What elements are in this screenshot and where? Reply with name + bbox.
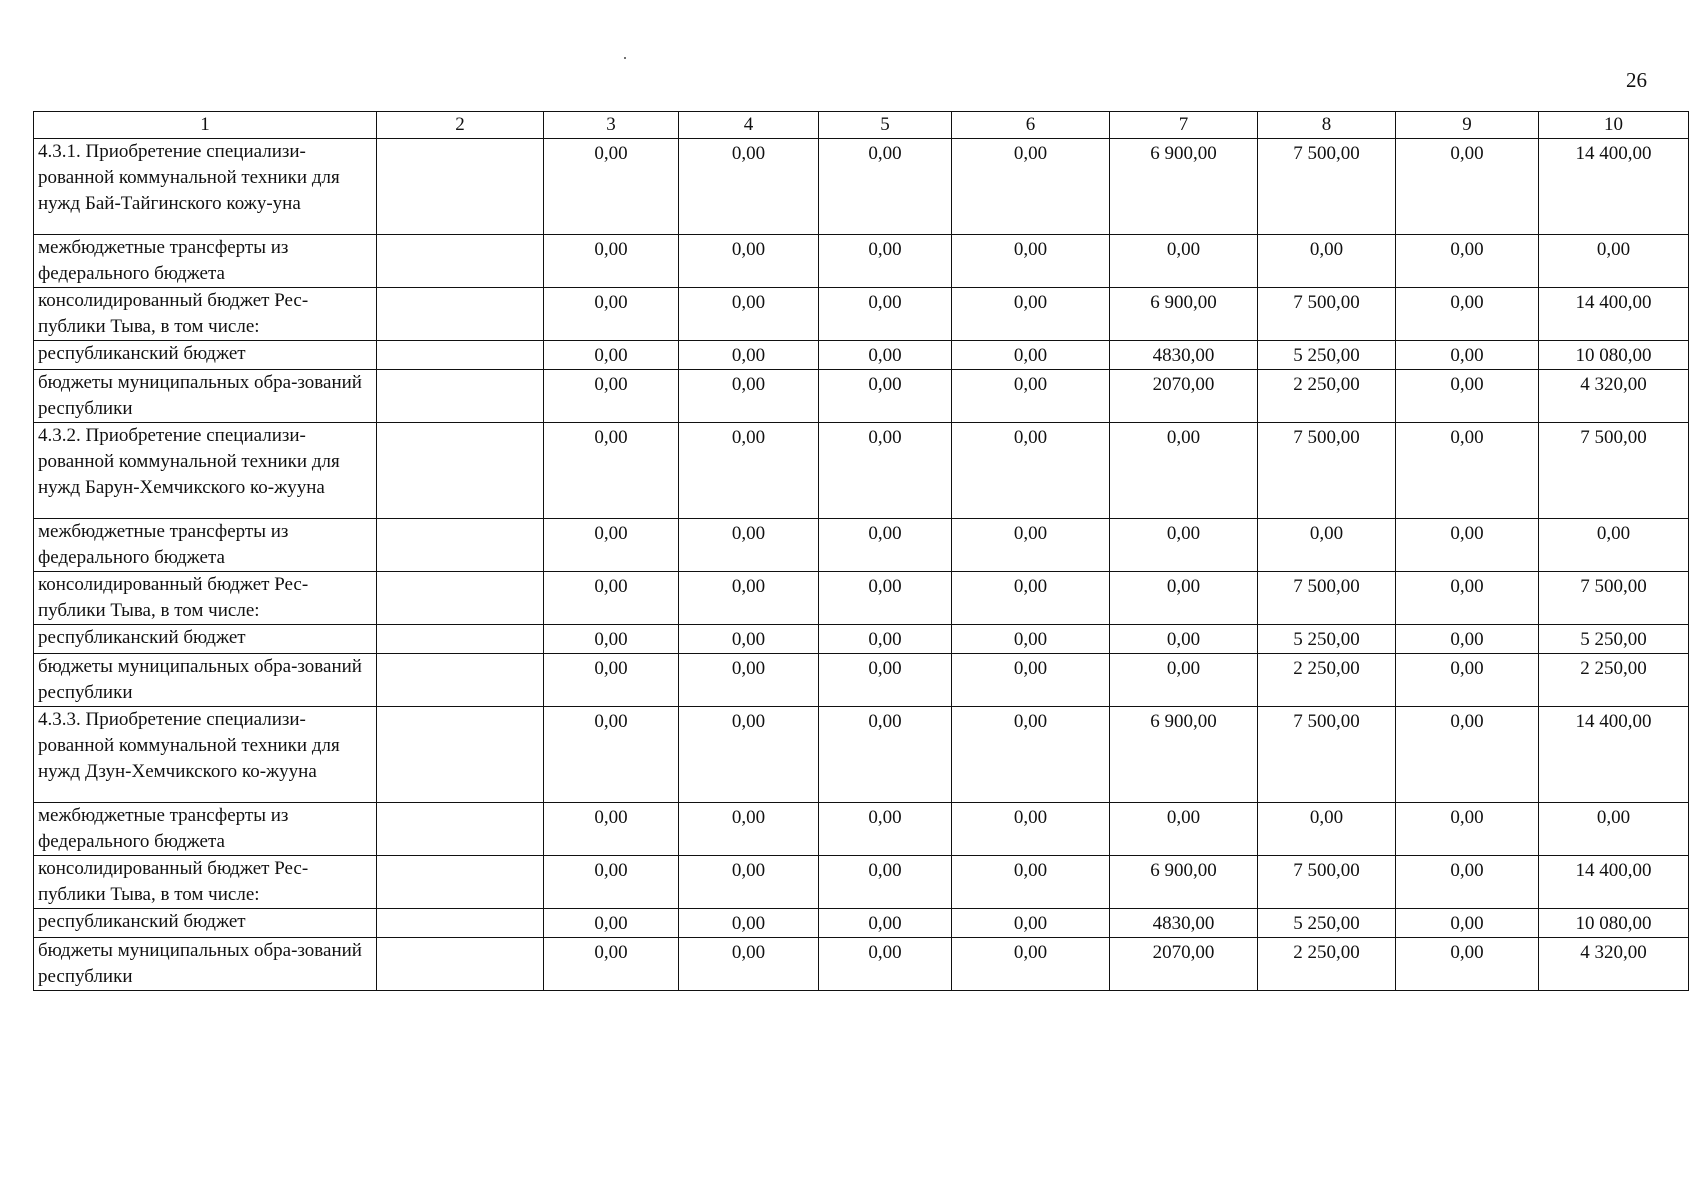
value-cell: 0,00 xyxy=(544,235,679,288)
table-row xyxy=(34,341,1689,370)
column-header: 10 xyxy=(1539,112,1689,139)
column-2-cell xyxy=(377,625,544,654)
column-header: 1 xyxy=(34,112,377,139)
column-2-cell xyxy=(377,909,544,938)
value-cell: 6 900,00 xyxy=(1110,139,1258,235)
scan-speck xyxy=(624,57,626,59)
value-cell: 5 250,00 xyxy=(1258,909,1396,938)
value-cell: 14 400,00 xyxy=(1539,856,1689,909)
value-cell: 0,00 xyxy=(679,235,819,288)
value-cell: 2070,00 xyxy=(1110,938,1258,991)
value-cell: 6 900,00 xyxy=(1110,288,1258,341)
row-label: межбюджетные трансферты из федерального бюджета xyxy=(34,235,377,288)
table-row xyxy=(34,856,1689,909)
column-2-cell xyxy=(377,139,544,235)
value-cell: 0,00 xyxy=(819,707,952,803)
value-cell: 0,00 xyxy=(1110,235,1258,288)
value-cell: 10 080,00 xyxy=(1539,341,1689,370)
column-header: 8 xyxy=(1258,112,1396,139)
value-cell: 0,00 xyxy=(1110,625,1258,654)
column-2-cell xyxy=(377,572,544,625)
value-cell: 0,00 xyxy=(952,654,1110,707)
column-2-cell xyxy=(377,803,544,856)
table-row xyxy=(34,938,1689,991)
value-cell: 0,00 xyxy=(952,856,1110,909)
value-cell: 0,00 xyxy=(1396,803,1539,856)
table-row xyxy=(34,572,1689,625)
value-cell: 0,00 xyxy=(679,139,819,235)
value-cell: 0,00 xyxy=(1396,423,1539,519)
value-cell: 0,00 xyxy=(1396,519,1539,572)
value-cell: 0,00 xyxy=(819,856,952,909)
value-cell: 0,00 xyxy=(819,803,952,856)
column-2-cell xyxy=(377,519,544,572)
value-cell: 0,00 xyxy=(1396,707,1539,803)
value-cell: 0,00 xyxy=(679,572,819,625)
column-2-cell xyxy=(377,423,544,519)
row-label: 4.3.3. Приобретение специализи-рованной коммунальной техники для нужд Дзун-Хемчикского ко-жууна xyxy=(34,707,377,803)
value-cell: 7 500,00 xyxy=(1258,423,1396,519)
row-label: республиканский бюджет xyxy=(34,625,377,654)
column-header: 9 xyxy=(1396,112,1539,139)
value-cell: 7 500,00 xyxy=(1539,572,1689,625)
value-cell: 0,00 xyxy=(679,370,819,423)
value-cell: 0,00 xyxy=(952,707,1110,803)
value-cell: 4 320,00 xyxy=(1539,370,1689,423)
value-cell: 4 320,00 xyxy=(1539,938,1689,991)
row-label: республиканский бюджет xyxy=(34,341,377,370)
value-cell: 0,00 xyxy=(952,625,1110,654)
value-cell: 7 500,00 xyxy=(1258,572,1396,625)
value-cell: 0,00 xyxy=(679,803,819,856)
row-label: консолидированный бюджет Рес-публики Тыва, в том числе: xyxy=(34,856,377,909)
value-cell: 0,00 xyxy=(819,519,952,572)
value-cell: 0,00 xyxy=(544,909,679,938)
value-cell: 0,00 xyxy=(819,654,952,707)
value-cell: 0,00 xyxy=(1258,519,1396,572)
table-row xyxy=(34,909,1689,938)
value-cell: 0,00 xyxy=(819,235,952,288)
value-cell: 0,00 xyxy=(1396,341,1539,370)
value-cell: 0,00 xyxy=(679,909,819,938)
value-cell: 0,00 xyxy=(1110,519,1258,572)
value-cell: 0,00 xyxy=(1396,938,1539,991)
column-2-cell xyxy=(377,341,544,370)
value-cell: 0,00 xyxy=(544,370,679,423)
value-cell: 2 250,00 xyxy=(1539,654,1689,707)
row-label: бюджеты муниципальных обра-зований республики xyxy=(34,370,377,423)
value-cell: 0,00 xyxy=(952,572,1110,625)
value-cell: 2 250,00 xyxy=(1258,654,1396,707)
value-cell: 0,00 xyxy=(679,707,819,803)
value-cell: 0,00 xyxy=(952,341,1110,370)
table-row xyxy=(34,423,1689,519)
value-cell: 0,00 xyxy=(544,654,679,707)
value-cell: 0,00 xyxy=(544,341,679,370)
value-cell: 0,00 xyxy=(952,938,1110,991)
value-cell: 0,00 xyxy=(819,625,952,654)
column-2-cell xyxy=(377,938,544,991)
table-row xyxy=(34,803,1689,856)
column-header: 4 xyxy=(679,112,819,139)
value-cell: 0,00 xyxy=(952,519,1110,572)
column-header: 6 xyxy=(952,112,1110,139)
value-cell: 0,00 xyxy=(1396,909,1539,938)
page-number: 26 xyxy=(1626,68,1647,92)
row-label: консолидированный бюджет Рес-публики Тыва, в том числе: xyxy=(34,288,377,341)
column-header: 5 xyxy=(819,112,952,139)
value-cell: 0,00 xyxy=(952,423,1110,519)
value-cell: 0,00 xyxy=(1539,519,1689,572)
value-cell: 0,00 xyxy=(819,938,952,991)
value-cell: 5 250,00 xyxy=(1258,625,1396,654)
column-2-cell xyxy=(377,707,544,803)
value-cell: 0,00 xyxy=(544,519,679,572)
value-cell: 0,00 xyxy=(819,139,952,235)
value-cell: 5 250,00 xyxy=(1258,341,1396,370)
value-cell: 0,00 xyxy=(1258,235,1396,288)
table-row xyxy=(34,139,1689,235)
value-cell: 0,00 xyxy=(952,235,1110,288)
value-cell: 0,00 xyxy=(819,909,952,938)
value-cell: 14 400,00 xyxy=(1539,288,1689,341)
value-cell: 0,00 xyxy=(679,519,819,572)
value-cell: 0,00 xyxy=(544,288,679,341)
column-2-cell xyxy=(377,856,544,909)
value-cell: 0,00 xyxy=(1396,625,1539,654)
value-cell: 0,00 xyxy=(1396,370,1539,423)
value-cell: 0,00 xyxy=(819,423,952,519)
value-cell: 0,00 xyxy=(952,288,1110,341)
value-cell: 0,00 xyxy=(679,625,819,654)
value-cell: 2070,00 xyxy=(1110,370,1258,423)
value-cell: 0,00 xyxy=(1396,572,1539,625)
value-cell: 0,00 xyxy=(544,423,679,519)
row-label: межбюджетные трансферты из федерального бюджета xyxy=(34,803,377,856)
value-cell: 14 400,00 xyxy=(1539,707,1689,803)
value-cell: 0,00 xyxy=(679,856,819,909)
value-cell: 0,00 xyxy=(1396,288,1539,341)
row-label: межбюджетные трансферты из федерального бюджета xyxy=(34,519,377,572)
value-cell: 0,00 xyxy=(544,139,679,235)
value-cell: 5 250,00 xyxy=(1539,625,1689,654)
value-cell: 0,00 xyxy=(1396,654,1539,707)
value-cell: 4830,00 xyxy=(1110,341,1258,370)
budget-table xyxy=(33,111,1689,991)
value-cell: 0,00 xyxy=(1539,803,1689,856)
value-cell: 0,00 xyxy=(544,572,679,625)
value-cell: 0,00 xyxy=(1258,803,1396,856)
value-cell: 0,00 xyxy=(544,856,679,909)
column-2-cell xyxy=(377,288,544,341)
value-cell: 2 250,00 xyxy=(1258,938,1396,991)
column-2-cell xyxy=(377,654,544,707)
value-cell: 0,00 xyxy=(1110,423,1258,519)
value-cell: 0,00 xyxy=(1396,235,1539,288)
table-body xyxy=(34,139,1689,991)
value-cell: 0,00 xyxy=(679,423,819,519)
value-cell: 0,00 xyxy=(1110,572,1258,625)
column-2-cell xyxy=(377,235,544,288)
row-label: республиканский бюджет xyxy=(34,909,377,938)
value-cell: 0,00 xyxy=(1110,803,1258,856)
value-cell: 0,00 xyxy=(819,572,952,625)
value-cell: 0,00 xyxy=(679,654,819,707)
table-row xyxy=(34,235,1689,288)
row-label: бюджеты муниципальных обра-зований республики xyxy=(34,654,377,707)
table-row xyxy=(34,370,1689,423)
value-cell: 0,00 xyxy=(819,341,952,370)
value-cell: 0,00 xyxy=(679,288,819,341)
value-cell: 0,00 xyxy=(952,803,1110,856)
value-cell: 0,00 xyxy=(544,625,679,654)
column-2-cell xyxy=(377,370,544,423)
value-cell: 0,00 xyxy=(679,938,819,991)
value-cell: 0,00 xyxy=(544,938,679,991)
value-cell: 0,00 xyxy=(819,370,952,423)
value-cell: 7 500,00 xyxy=(1258,288,1396,341)
value-cell: 2 250,00 xyxy=(1258,370,1396,423)
table-row xyxy=(34,288,1689,341)
value-cell: 4830,00 xyxy=(1110,909,1258,938)
value-cell: 7 500,00 xyxy=(1258,707,1396,803)
row-label: бюджеты муниципальных обра-зований республики xyxy=(34,938,377,991)
value-cell: 14 400,00 xyxy=(1539,139,1689,235)
value-cell: 0,00 xyxy=(819,288,952,341)
value-cell: 0,00 xyxy=(1539,235,1689,288)
value-cell: 6 900,00 xyxy=(1110,707,1258,803)
value-cell: 0,00 xyxy=(544,707,679,803)
value-cell: 0,00 xyxy=(952,370,1110,423)
value-cell: 0,00 xyxy=(1110,654,1258,707)
table-row xyxy=(34,519,1689,572)
value-cell: 7 500,00 xyxy=(1258,139,1396,235)
table-header xyxy=(34,112,1689,139)
table-row xyxy=(34,625,1689,654)
table-row xyxy=(34,707,1689,803)
value-cell: 10 080,00 xyxy=(1539,909,1689,938)
row-label: 4.3.2. Приобретение специализи-рованной коммунальной техники для нужд Барун-Хемчикского ко-жууна xyxy=(34,423,377,519)
row-label: 4.3.1. Приобретение специализи-рованной коммунальной техники для нужд Бай-Тайгинского кожу-уна xyxy=(34,139,377,235)
column-header: 2 xyxy=(377,112,544,139)
value-cell: 0,00 xyxy=(544,803,679,856)
value-cell: 7 500,00 xyxy=(1258,856,1396,909)
value-cell: 0,00 xyxy=(679,341,819,370)
row-label: консолидированный бюджет Рес-публики Тыва, в том числе: xyxy=(34,572,377,625)
value-cell: 0,00 xyxy=(1396,856,1539,909)
header-row xyxy=(34,112,1689,139)
table-row xyxy=(34,654,1689,707)
value-cell: 0,00 xyxy=(952,909,1110,938)
value-cell: 7 500,00 xyxy=(1539,423,1689,519)
column-header: 7 xyxy=(1110,112,1258,139)
value-cell: 6 900,00 xyxy=(1110,856,1258,909)
column-header: 3 xyxy=(544,112,679,139)
value-cell: 0,00 xyxy=(1396,139,1539,235)
value-cell: 0,00 xyxy=(952,139,1110,235)
